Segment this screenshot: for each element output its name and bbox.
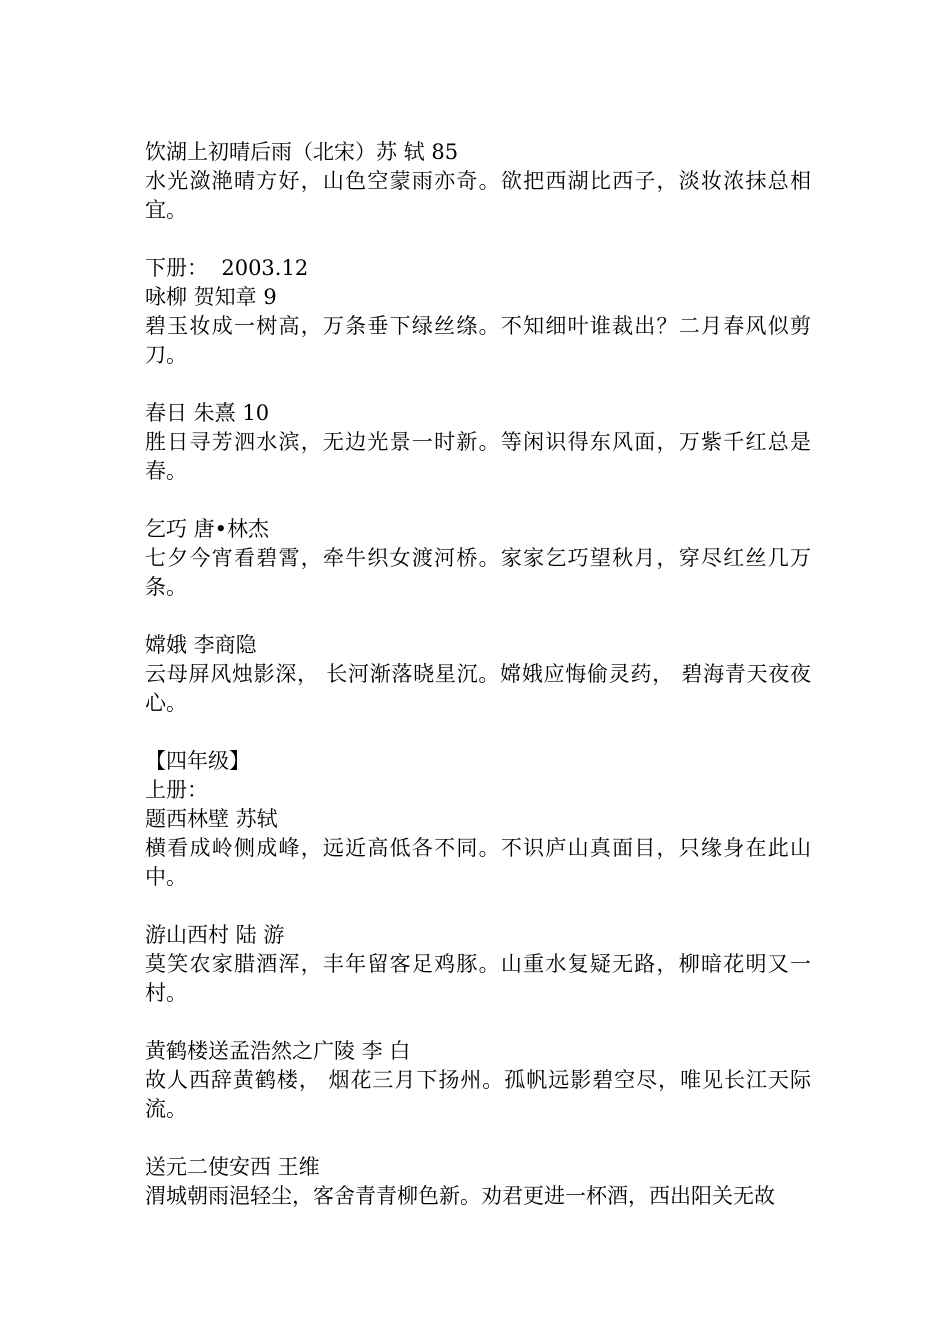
- grade-heading: 【四年级】: [145, 749, 250, 773]
- blank-line: [145, 486, 811, 515]
- poem-title: 题西林壁 苏轼: [145, 807, 278, 831]
- poem-title: 黄鹤楼送孟浩然之广陵 李 白: [145, 1039, 411, 1063]
- blank-line: [145, 718, 811, 747]
- poem-title: 乞巧 唐•林杰: [145, 517, 270, 541]
- blank-line: [145, 225, 811, 254]
- poem-text: 七夕今宵看碧霄，牵牛织女渡河桥。家家乞巧望秋月，穿尽红丝几万条。: [145, 546, 811, 599]
- blank-line: [145, 1008, 811, 1037]
- section-heading: 下册： 2003.12: [145, 256, 309, 280]
- poem-title: 咏柳 贺知章 9: [145, 285, 277, 309]
- poem-title: 嫦娥 李商隐: [145, 633, 257, 657]
- poem-title: 春日 朱熹 10: [145, 401, 270, 425]
- poem-text: 故人西辞黄鹤楼， 烟花三月下扬州。孤帆远影碧空尽，唯见长江天际流。: [145, 1068, 811, 1121]
- poem-text: 云母屏风烛影深， 长河渐落晓星沉。嫦娥应悔偷灵药， 碧海青天夜夜心。: [145, 662, 811, 715]
- poem-title: 饮湖上初晴后雨（北宋）苏 轼 85: [145, 140, 459, 164]
- poem-text: 横看成岭侧成峰，远近高低各不同。不识庐山真面目，只缘身在此山中。: [145, 836, 811, 889]
- poem-title: 游山西村 陆 游: [145, 923, 285, 947]
- poem-text: 莫笑农家腊酒浑，丰年留客足鸡豚。山重水复疑无路，柳暗花明又一村。: [145, 952, 811, 1005]
- blank-line: [145, 602, 811, 631]
- blank-line: [145, 892, 811, 921]
- poem-text: 胜日寻芳泗水滨，无边光景一时新。等闲识得东风面，万紫千红总是春。: [145, 430, 811, 483]
- poem-text: 水光潋滟晴方好，山色空蒙雨亦奇。欲把西湖比西子，淡妆浓抹总相宜。: [145, 169, 811, 222]
- poem-text: 渭城朝雨浥轻尘，客舍青青柳色新。劝君更进一杯酒，西出阳关无故: [145, 1184, 775, 1208]
- volume-heading: 上册：: [145, 778, 208, 802]
- poem-title: 送元二使安西 王维: [145, 1155, 320, 1179]
- poem-text: 碧玉妆成一树高，万条垂下绿丝绦。不知细叶谁裁出？二月春风似剪刀。: [145, 314, 811, 367]
- blank-line: [145, 1124, 811, 1153]
- blank-line: [145, 370, 811, 399]
- document-text: [145, 138, 811, 1211]
